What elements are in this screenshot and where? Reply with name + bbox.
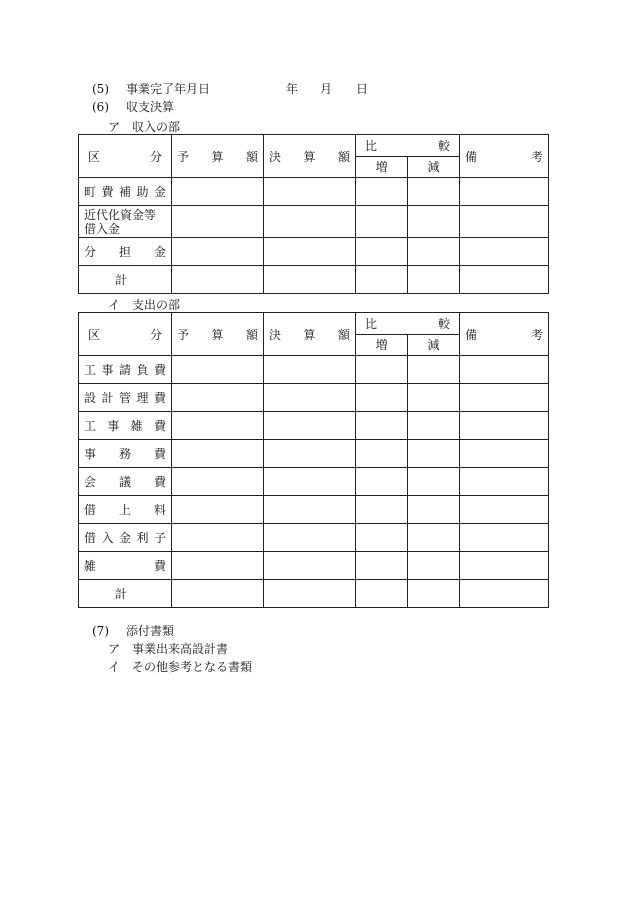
glyph: 費 [153, 419, 166, 433]
row-label-cell [79, 356, 172, 384]
row-label-cell [79, 496, 172, 524]
header-hikaku [356, 313, 460, 335]
glyph: 工 [84, 419, 97, 433]
table-row [79, 178, 549, 206]
glyph: 額 [337, 149, 350, 164]
row-label-cell [79, 552, 172, 580]
table-row [79, 206, 549, 238]
header-yosan [172, 313, 264, 356]
glyph: 議 [118, 475, 131, 489]
glyph: 算 [303, 149, 316, 164]
row-label-cell [79, 468, 172, 496]
item-7-line [92, 624, 174, 638]
glyph: 較 [437, 316, 450, 331]
row-label [84, 361, 166, 378]
row-label [84, 557, 166, 574]
glyph: 算 [303, 327, 316, 342]
glyph: 予 [177, 327, 190, 342]
header-kubun-text [84, 148, 166, 165]
table-row [79, 580, 549, 608]
item-7-number: (7) [92, 624, 109, 638]
header-kessan-text [269, 326, 350, 343]
header-kubun [79, 313, 172, 356]
glyph: 務 [118, 447, 131, 461]
glyph: 費 [153, 475, 166, 489]
table-row [79, 468, 549, 496]
row-label: 近代化資金等借入金 [84, 207, 157, 236]
item-6-number: (6) [92, 100, 109, 114]
glyph: 担 [118, 245, 131, 259]
header-gen: 減 [408, 334, 460, 356]
header-biko-text [465, 326, 543, 343]
header-zou: 増 [356, 156, 408, 178]
row-label [84, 529, 166, 546]
row-label [84, 183, 166, 200]
glyph: 決 [269, 327, 282, 342]
glyph: 料 [153, 503, 166, 517]
header-biko [460, 313, 549, 356]
glyph: 決 [269, 149, 282, 164]
row-label-cell [79, 206, 172, 238]
row-label-cell [79, 238, 172, 266]
glyph: 会 [84, 475, 97, 489]
table-row [79, 496, 549, 524]
glyph: 分 [149, 149, 162, 164]
header-biko-text [465, 148, 543, 165]
glyph: 設 [84, 391, 97, 405]
table-row [79, 266, 549, 294]
glyph: 事 [84, 447, 97, 461]
glyph: 理 [136, 391, 149, 405]
glyph: 考 [530, 327, 543, 342]
header-gen: 減 [408, 156, 460, 178]
header-hikaku-text [361, 315, 454, 332]
header-kessan [264, 313, 356, 356]
row-label-cell [79, 384, 172, 412]
row-label [84, 445, 166, 462]
header-kessan [264, 135, 356, 178]
glyph: 金 [153, 185, 166, 199]
glyph: 費 [153, 363, 166, 377]
glyph: 工 [84, 363, 97, 377]
glyph: 町 [84, 185, 97, 199]
glyph: 金 [153, 245, 166, 259]
expense-section-heading: イ 支出の部 [108, 298, 181, 312]
table-row [79, 412, 549, 440]
row-label: 計 [115, 587, 128, 601]
attachments-title: 添付書類 [126, 624, 175, 638]
glyph: 比 [365, 138, 378, 153]
expense-table [78, 312, 549, 608]
glyph: 費 [153, 447, 166, 461]
row-label-cell [79, 266, 172, 294]
glyph: 区 [88, 149, 101, 164]
glyph: 算 [211, 149, 224, 164]
header-kessan-text [269, 148, 350, 165]
header-zou: 増 [356, 334, 408, 356]
header-kubun-text [84, 326, 166, 343]
glyph: 備 [465, 149, 478, 164]
glyph: 管 [118, 391, 131, 405]
glyph: 利 [136, 531, 149, 545]
item-6-line [92, 100, 174, 114]
item-5-line [92, 82, 369, 96]
row-label-cell [79, 412, 172, 440]
row-label-cell [79, 440, 172, 468]
glyph: 額 [245, 327, 258, 342]
glyph: 借 [84, 531, 97, 545]
row-label-cell [79, 524, 172, 552]
glyph: 備 [465, 327, 478, 342]
header-biko [460, 135, 549, 178]
settlement-title: 収支決算 [126, 100, 175, 114]
completion-date-label: 事業完了年月日 [126, 82, 211, 96]
header-yosan-text [177, 326, 258, 343]
glyph: 予 [177, 149, 190, 164]
glyph: 費 [153, 559, 166, 573]
attachment-item: イ その他参考となる書類 [108, 660, 253, 674]
row-label [84, 501, 166, 518]
glyph: 額 [337, 327, 350, 342]
income-section-heading: ア 収入の部 [108, 120, 181, 134]
glyph: 額 [245, 149, 258, 164]
table-row [79, 552, 549, 580]
glyph: 入 [101, 531, 114, 545]
glyph: 算 [211, 327, 224, 342]
day-label: 日 [356, 82, 369, 96]
glyph: 分 [149, 327, 162, 342]
glyph: 計 [101, 391, 114, 405]
glyph: 上 [118, 503, 131, 517]
header-hikaku-text [361, 137, 454, 154]
glyph: 補 [118, 185, 131, 199]
header-yosan [172, 135, 264, 178]
glyph: 負 [136, 363, 149, 377]
item-5-number: (5) [92, 82, 109, 96]
glyph: 雑 [130, 419, 143, 433]
table-row [79, 356, 549, 384]
glyph: 請 [118, 363, 131, 377]
glyph: 助 [136, 185, 149, 199]
table-row [79, 524, 549, 552]
glyph: 考 [530, 149, 543, 164]
income-table [78, 134, 549, 294]
month-label: 月 [320, 82, 333, 96]
header-kubun [79, 135, 172, 178]
glyph: 借 [84, 503, 97, 517]
row-label [84, 389, 166, 406]
glyph: 金 [118, 531, 131, 545]
glyph: 事 [107, 419, 120, 433]
header-yosan-text [177, 148, 258, 165]
glyph: 費 [153, 391, 166, 405]
table-row [79, 440, 549, 468]
row-label [84, 473, 166, 490]
row-label: 計 [115, 273, 128, 287]
row-label [84, 417, 166, 434]
year-label: 年 [286, 82, 299, 96]
glyph: 分 [84, 245, 97, 259]
glyph: 雑 [84, 559, 97, 573]
glyph: 費 [101, 185, 114, 199]
header-hikaku [356, 135, 460, 157]
table-row [79, 384, 549, 412]
row-label-cell [79, 580, 172, 608]
attachment-item: ア 事業出来高設計書 [108, 642, 229, 656]
glyph: 較 [437, 138, 450, 153]
glyph: 区 [88, 327, 101, 342]
glyph: 事 [101, 363, 114, 377]
table-row [79, 238, 549, 266]
glyph: 子 [153, 531, 166, 545]
row-label-cell [79, 178, 172, 206]
glyph: 比 [365, 316, 378, 331]
row-label [84, 243, 166, 260]
